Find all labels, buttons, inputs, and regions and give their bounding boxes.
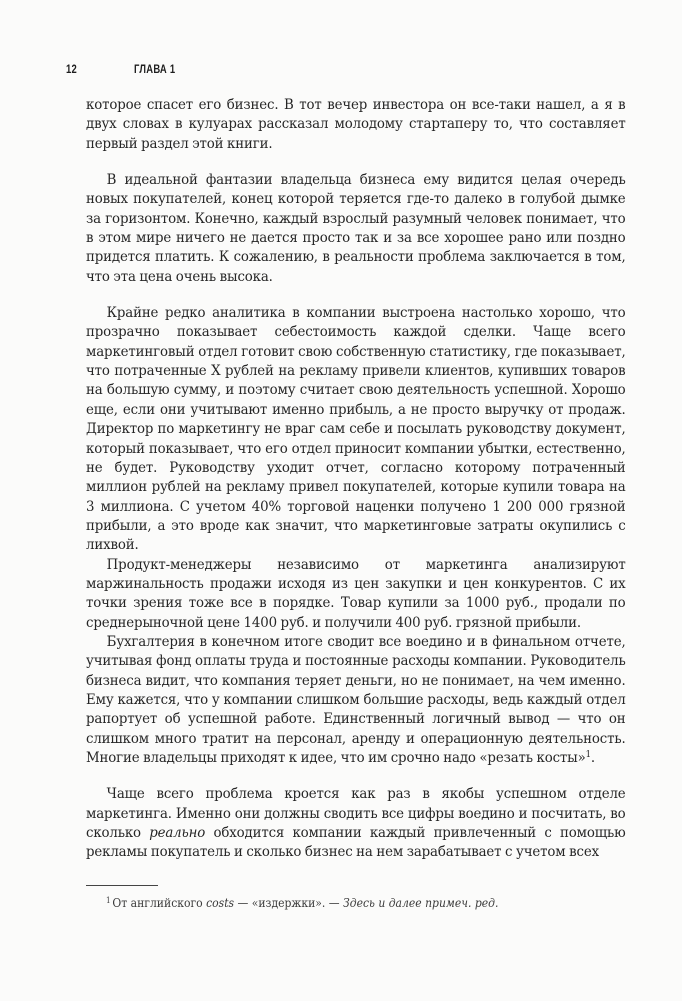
paragraph-6 <box>86 785 626 862</box>
paragraph-1: которое спасет его бизнес. В тот вечер инвестора он все-таки нашел, а я в двух словах в кулуарах рассказал молодому стартаперу то, что составляет первый раздел этой книги. <box>86 97 626 152</box>
paragraph-5 <box>86 633 626 768</box>
footnote-reference[interactable]: 1 <box>585 750 591 760</box>
chapter-title: ГЛАВА 1 <box>134 64 176 76</box>
paragraph-5-text: Бухгалтерия в конечном итоге сводит все воедино и в финальном отчете, учитывая фонд оплаты труда и постоянные расходы компании. Руководитель бизнеса видит, что компания теряет деньги, но не понимает, на чем именно. Ему кажется, что у компании слишком большие расходы, ведь каждый отдел рапортует об успешной работе. Единственный логичный вывод — что он слишком много тратит на персонал, аренду и операционную деятельность. Многие владельцы приходят к идее, что им срочно надо «резать косты» <box>86 633 626 766</box>
paragraph-6-text-b: обходится компании каждый привлеченный с помощью рекламы покупатель и сколько бизнес на нем зарабатывает с учетом всех <box>86 825 626 861</box>
footnote-number: 1 <box>106 896 111 905</box>
paragraph-6-text-a: Чаще всего проблема кроется как раз в якобы успешном отделе маркетинга. Именно они должны сводить все цифры воедино и посчитать, во сколько <box>86 786 626 842</box>
footnote-italic-word: costs <box>206 896 235 910</box>
footnote <box>106 895 574 911</box>
paragraph-5-end: . <box>590 750 596 766</box>
footnote-editor-note: Здесь и далее примеч. ред. <box>342 896 499 910</box>
paragraph-2: В идеальной фантазии владельца бизнеса ему видится целая очередь новых покупателей, конец которой теряется где-то далеко в голубой дымке за горизонтом. Конечно, каждый взрослый разумный человек понимает, что в этом мире ничего не дается просто так и за все хорошее рано или поздно придется платить. К сожалению, в реальности проблема заключается в том, что эта цена очень высока. <box>86 172 626 285</box>
footnote-text-b: — «издержки». — <box>234 896 343 910</box>
page-number: 12 <box>66 64 77 76</box>
paragraph-4: Продукт-менеджеры независимо от маркетинга анализируют маржинальность продажи исходя из цен закупки и цен конкурентов. С их точки зрения тоже все в порядке. Товар купили за 1000 руб., продали по среднерыночной цене 1400 руб. и получили 400 руб. грязной прибыли. <box>86 556 626 631</box>
paragraph-6-emphasis: реально <box>149 825 206 842</box>
footnote-divider <box>86 885 158 886</box>
paragraph-3: Крайне редко аналитика в компании выстроена настолько хорошо, что прозрачно показывает себестоимость каждой сделки. Чаще всего маркетинговый отдел готовит свою собственную статистику, где показывает, что потраченные Х рублей на рекламу привели клиентов, купивших товаров на большую сумму, и поэтому считает свою деятельность успешной. Хорошо еще, если они учитывают именно прибыль, а не просто выручку от продаж. Директор по маркетингу не враг сам себе и посылать руководству документ, который показывает, что его отдел приносит компании убытки, естественно, не будет. Руководству уходит отчет, согласно которому потраченный миллион рублей на рекламу привел покупателей, которые купили товара на 3 миллиона. С учетом 40% торговой наценки получено 1 200 000 грязной прибыли, а это вроде как значит, что маркетинговые затраты окупились с лихвой. <box>86 305 626 554</box>
body-text <box>86 96 626 863</box>
running-head <box>66 64 176 76</box>
footnote-text-a: От английского <box>112 896 207 910</box>
